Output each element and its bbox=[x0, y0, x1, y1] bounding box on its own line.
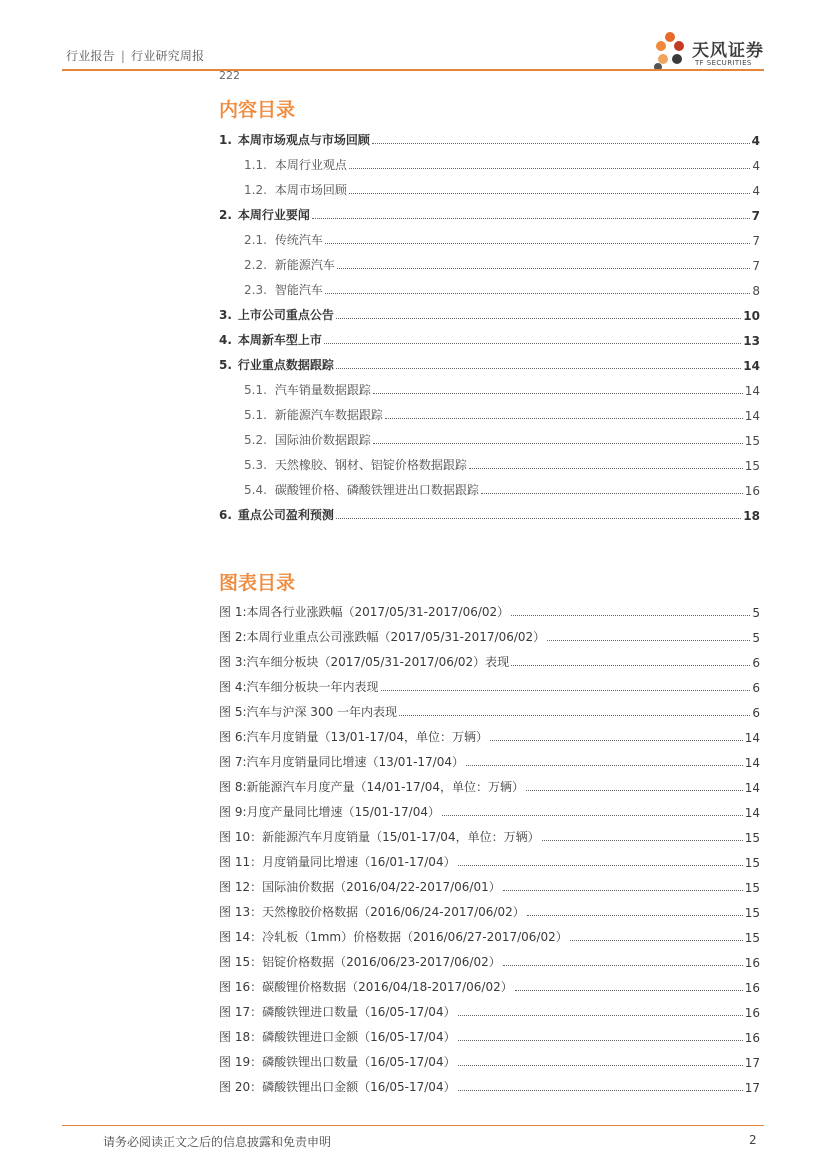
figure-entry[interactable] bbox=[219, 850, 760, 870]
toc-entry-text bbox=[244, 181, 347, 198]
toc-entry-label: 本周新车型上市 bbox=[237, 333, 322, 347]
toc-entry-label: 汽车销量数据跟踪 bbox=[274, 383, 371, 397]
figure-leader-dots bbox=[511, 615, 750, 616]
figure-leader-dots bbox=[511, 665, 750, 666]
toc-leader-dots bbox=[469, 468, 743, 469]
toc-entry-number: 5.2. bbox=[244, 433, 267, 447]
figure-entry-page: 6 bbox=[752, 681, 760, 695]
toc-entry-text bbox=[219, 306, 334, 323]
toc-entry-label: 本周行业要闻 bbox=[237, 208, 310, 222]
toc-entry-number: 2.3. bbox=[244, 283, 267, 297]
figure-entry[interactable] bbox=[219, 625, 760, 645]
figure-entry[interactable] bbox=[219, 950, 760, 970]
toc-entry-label: 智能汽车 bbox=[274, 283, 323, 297]
page-code: 222 bbox=[219, 69, 240, 82]
figure-entry[interactable] bbox=[219, 700, 760, 720]
toc-entry-number: 3. bbox=[219, 308, 232, 322]
figure-entry[interactable] bbox=[219, 725, 760, 745]
toc-entry-number: 5.1. bbox=[244, 408, 267, 422]
figure-entry[interactable] bbox=[219, 675, 760, 695]
figure-entry-label: 图 7:汽车月度销量同比增速（13/01-17/04） bbox=[219, 755, 464, 769]
figure-entry-label: 图 16：碳酸锂价格数据（2016/04/18-2017/06/02） bbox=[219, 980, 513, 994]
toc-entry-label: 新能源汽车数据跟踪 bbox=[274, 408, 383, 422]
brand-name: 天风证券 bbox=[692, 41, 764, 61]
figure-leader-dots bbox=[442, 815, 743, 816]
figure-entry[interactable] bbox=[219, 600, 760, 620]
figure-entry-page: 16 bbox=[744, 956, 760, 970]
figure-entry-page: 14 bbox=[744, 781, 760, 795]
toc-entry[interactable] bbox=[219, 178, 760, 198]
figure-entry-label: 图 4:汽车细分板块一年内表现 bbox=[219, 680, 379, 694]
company-logo bbox=[650, 30, 770, 72]
toc-entry[interactable] bbox=[219, 403, 760, 423]
toc-leader-dots bbox=[337, 268, 750, 269]
toc-entry[interactable] bbox=[219, 478, 760, 498]
figure-entry-label: 图 1:本周各行业涨跌幅（2017/05/31-2017/06/02） bbox=[219, 605, 510, 619]
toc-entry-text bbox=[244, 281, 323, 298]
toc-entry[interactable] bbox=[219, 303, 760, 323]
figure-entry[interactable] bbox=[219, 1000, 760, 1020]
toc-entry-page: 13 bbox=[743, 334, 760, 348]
toc-entry-number: 5. bbox=[219, 358, 232, 372]
logo-dots-icon bbox=[650, 30, 690, 72]
toc-entry-number: 2.1. bbox=[244, 233, 267, 247]
figure-entry-label: 图 12：国际油价数据（2016/04/22-2017/06/01） bbox=[219, 880, 501, 894]
toc-entry-page: 14 bbox=[744, 384, 760, 398]
header-divider bbox=[62, 69, 764, 71]
toc-entry-text bbox=[244, 481, 479, 498]
footer-divider bbox=[62, 1125, 764, 1126]
figure-entry-page: 14 bbox=[744, 756, 760, 770]
toc-entry-page: 4 bbox=[752, 159, 760, 173]
toc-entry-page: 16 bbox=[744, 484, 760, 498]
figure-entry[interactable] bbox=[219, 775, 760, 795]
figure-entry-label: 图 10：新能源汽车月度销量（15/01-17/04，单位：万辆） bbox=[219, 830, 540, 844]
figure-entry-label: 图 3:汽车细分板块（2017/05/31-2017/06/02）表现 bbox=[219, 655, 510, 669]
toc-entry-text bbox=[244, 431, 371, 448]
figure-leader-dots bbox=[527, 915, 743, 916]
doc-type: 行业报告 bbox=[66, 49, 115, 63]
toc-entry[interactable] bbox=[219, 428, 760, 448]
figure-entry-page: 16 bbox=[744, 1006, 760, 1020]
toc-entry-label: 本周市场回顾 bbox=[274, 183, 347, 197]
figure-leader-dots bbox=[490, 740, 743, 741]
toc-leader-dots bbox=[325, 243, 750, 244]
toc-entry-page: 7 bbox=[751, 209, 760, 223]
figure-entry-label: 图 2:本周行业重点公司涨跌幅（2017/05/31-2017/06/02） bbox=[219, 630, 546, 644]
toc-entry-page: 10 bbox=[743, 309, 760, 323]
toc-leader-dots bbox=[336, 368, 741, 369]
toc-entry[interactable] bbox=[219, 153, 760, 173]
footer-disclaimer: 请务必阅读正文之后的信息披露和免责申明 bbox=[103, 1135, 332, 1149]
toc-entry-page: 8 bbox=[752, 284, 760, 298]
figure-entry[interactable] bbox=[219, 1050, 760, 1070]
toc-leader-dots bbox=[481, 493, 743, 494]
figure-entry-page: 15 bbox=[744, 906, 760, 920]
toc-entry-page: 18 bbox=[743, 509, 760, 523]
figure-leader-dots bbox=[466, 765, 743, 766]
toc-entry-text bbox=[219, 131, 370, 148]
toc-leader-dots bbox=[373, 393, 743, 394]
toc-entry-number: 4. bbox=[219, 333, 232, 347]
figure-entry[interactable] bbox=[219, 925, 760, 945]
toc-entry-label: 国际油价数据跟踪 bbox=[274, 433, 371, 447]
toc-entry-number: 5.1. bbox=[244, 383, 267, 397]
toc-entry[interactable] bbox=[219, 128, 760, 148]
toc-entry[interactable] bbox=[219, 353, 760, 373]
figure-entry-label: 图 17：磷酸铁锂进口数量（16/05-17/04） bbox=[219, 1005, 456, 1019]
page-number: 2 bbox=[749, 1133, 757, 1147]
toc-leader-dots bbox=[385, 418, 743, 419]
toc-entry-label: 传统汽车 bbox=[274, 233, 323, 247]
figure-entry-label: 图 8:新能源汽车月度产量（14/01-17/04，单位：万辆） bbox=[219, 780, 524, 794]
figure-leader-dots bbox=[547, 640, 750, 641]
toc-entry-label: 碳酸锂价格、磷酸铁锂进出口数据跟踪 bbox=[274, 483, 479, 497]
doc-subtype: 行业研究周报 bbox=[131, 49, 205, 63]
toc-entry[interactable] bbox=[219, 253, 760, 273]
figure-entry-page: 5 bbox=[752, 606, 760, 620]
toc-leader-dots bbox=[349, 168, 750, 169]
toc-leader-dots bbox=[373, 443, 743, 444]
figure-entry-page: 14 bbox=[744, 806, 760, 820]
toc-entry-text bbox=[244, 406, 383, 423]
toc-entry-number: 1. bbox=[219, 133, 232, 147]
figure-entry[interactable] bbox=[219, 1025, 760, 1045]
figure-leader-dots bbox=[458, 1040, 743, 1041]
toc-entry-number: 2. bbox=[219, 208, 232, 222]
figure-entry-page: 16 bbox=[744, 1031, 760, 1045]
toc-entry[interactable] bbox=[219, 378, 760, 398]
toc-entry-label: 本周市场观点与市场回顾 bbox=[237, 133, 370, 147]
toc-leader-dots bbox=[372, 143, 750, 144]
figure-entry-label: 图 15：铝锭价格数据（2016/06/23-2017/06/02） bbox=[219, 955, 501, 969]
toc-entry[interactable] bbox=[219, 503, 760, 523]
toc-entry[interactable] bbox=[219, 328, 760, 348]
toc-entry-page: 4 bbox=[751, 134, 760, 148]
figure-entry[interactable] bbox=[219, 875, 760, 895]
figure-entry-page: 17 bbox=[744, 1081, 760, 1095]
toc-leader-dots bbox=[336, 518, 741, 519]
figure-leader-dots bbox=[515, 990, 743, 991]
toc-entry-label: 新能源汽车 bbox=[274, 258, 335, 272]
toc-title: 内容目录 bbox=[219, 99, 296, 121]
toc-entry[interactable] bbox=[219, 278, 760, 298]
figure-leader-dots bbox=[526, 790, 743, 791]
figure-entry[interactable] bbox=[219, 825, 760, 845]
figure-entry-label: 图 20：磷酸铁锂出口金额（16/05-17/04） bbox=[219, 1080, 456, 1094]
figure-leader-dots bbox=[399, 715, 750, 716]
toc-entry-label: 本周行业观点 bbox=[274, 158, 347, 172]
toc-entry-text bbox=[244, 231, 323, 248]
figure-entry-label: 图 5:汽车与沪深 300 一年内表现 bbox=[219, 705, 398, 719]
toc-entry-label: 天然橡胶、钢材、铝锭价格数据跟踪 bbox=[274, 458, 467, 472]
toc-entry-text bbox=[219, 331, 322, 348]
figure-entry-label: 图 18：磷酸铁锂进口金额（16/05-17/04） bbox=[219, 1030, 456, 1044]
toc-entry-text bbox=[244, 381, 371, 398]
header-separator: | bbox=[120, 49, 126, 63]
toc-entry-number: 1.2. bbox=[244, 183, 267, 197]
figure-leader-dots bbox=[503, 965, 743, 966]
toc-entry[interactable] bbox=[219, 453, 760, 473]
toc-entry-number: 1.1. bbox=[244, 158, 267, 172]
figure-entry[interactable] bbox=[219, 800, 760, 820]
figure-leader-dots bbox=[503, 890, 743, 891]
figure-leader-dots bbox=[381, 690, 751, 691]
toc-leader-dots bbox=[349, 193, 750, 194]
figure-entry[interactable] bbox=[219, 900, 760, 920]
figure-entry-label: 图 13：天然橡胶价格数据（2016/06/24-2017/06/02） bbox=[219, 905, 525, 919]
toc-entry[interactable] bbox=[219, 203, 760, 223]
figure-entry[interactable] bbox=[219, 1075, 760, 1095]
figure-entry-page: 14 bbox=[744, 731, 760, 745]
figure-entry-page: 17 bbox=[744, 1056, 760, 1070]
figure-entry-page: 15 bbox=[744, 931, 760, 945]
toc-entry-page: 14 bbox=[743, 359, 760, 373]
toc-entry-text bbox=[219, 206, 310, 223]
toc-entry-text bbox=[244, 256, 335, 273]
figure-entry-label: 图 14：冷轧板（1mm）价格数据（2016/06/27-2017/06/02） bbox=[219, 930, 568, 944]
toc-entry-label: 上市公司重点公告 bbox=[237, 308, 334, 322]
toc-entry-text bbox=[244, 456, 467, 473]
figure-entry-label: 图 9:月度产量同比增速（15/01-17/04） bbox=[219, 805, 440, 819]
figure-entry[interactable] bbox=[219, 650, 760, 670]
toc-entry-page: 7 bbox=[752, 259, 760, 273]
toc-leader-dots bbox=[336, 318, 741, 319]
brand-name-en: TF SECURITIES bbox=[695, 59, 752, 67]
toc-entry-text bbox=[244, 156, 347, 173]
toc-leader-dots bbox=[325, 293, 750, 294]
figure-entry-page: 15 bbox=[744, 831, 760, 845]
toc-entry-label: 重点公司盈利预测 bbox=[237, 508, 334, 522]
figure-entry-label: 图 11：月度销量同比增速（16/01-17/04） bbox=[219, 855, 456, 869]
toc-entry[interactable] bbox=[219, 228, 760, 248]
toc-entry-label: 行业重点数据跟踪 bbox=[237, 358, 334, 372]
figure-leader-dots bbox=[542, 840, 743, 841]
figure-entry-page: 16 bbox=[744, 981, 760, 995]
figure-entry-page: 15 bbox=[744, 881, 760, 895]
toc-entry-text bbox=[219, 506, 334, 523]
figure-entry-page: 6 bbox=[752, 656, 760, 670]
figure-leader-dots bbox=[458, 865, 743, 866]
figures-title: 图表目录 bbox=[219, 572, 296, 594]
figure-entry-page: 5 bbox=[752, 631, 760, 645]
figure-entry-page: 6 bbox=[752, 706, 760, 720]
toc-entry-page: 7 bbox=[752, 234, 760, 248]
toc-entry-page: 4 bbox=[752, 184, 760, 198]
figure-entry[interactable] bbox=[219, 975, 760, 995]
toc-leader-dots bbox=[324, 343, 741, 344]
figure-entry-page: 15 bbox=[744, 856, 760, 870]
figure-leader-dots bbox=[458, 1090, 743, 1091]
toc-entry-number: 5.4. bbox=[244, 483, 267, 497]
toc-entry-number: 2.2. bbox=[244, 258, 267, 272]
toc-entry-page: 15 bbox=[744, 434, 760, 448]
toc-entry-page: 14 bbox=[744, 409, 760, 423]
toc-entry-number: 5.3. bbox=[244, 458, 267, 472]
figure-entry[interactable] bbox=[219, 750, 760, 770]
toc-entry-text bbox=[219, 356, 334, 373]
toc-entry-number: 6. bbox=[219, 508, 232, 522]
toc-leader-dots bbox=[312, 218, 750, 219]
figure-leader-dots bbox=[570, 940, 743, 941]
figure-entry-label: 图 19：磷酸铁锂出口数量（16/05-17/04） bbox=[219, 1055, 456, 1069]
figure-leader-dots bbox=[458, 1065, 743, 1066]
figure-leader-dots bbox=[458, 1015, 743, 1016]
header-report-type bbox=[66, 47, 204, 64]
figure-entry-label: 图 6:汽车月度销量（13/01-17/04，单位：万辆） bbox=[219, 730, 488, 744]
toc-entry-page: 15 bbox=[744, 459, 760, 473]
